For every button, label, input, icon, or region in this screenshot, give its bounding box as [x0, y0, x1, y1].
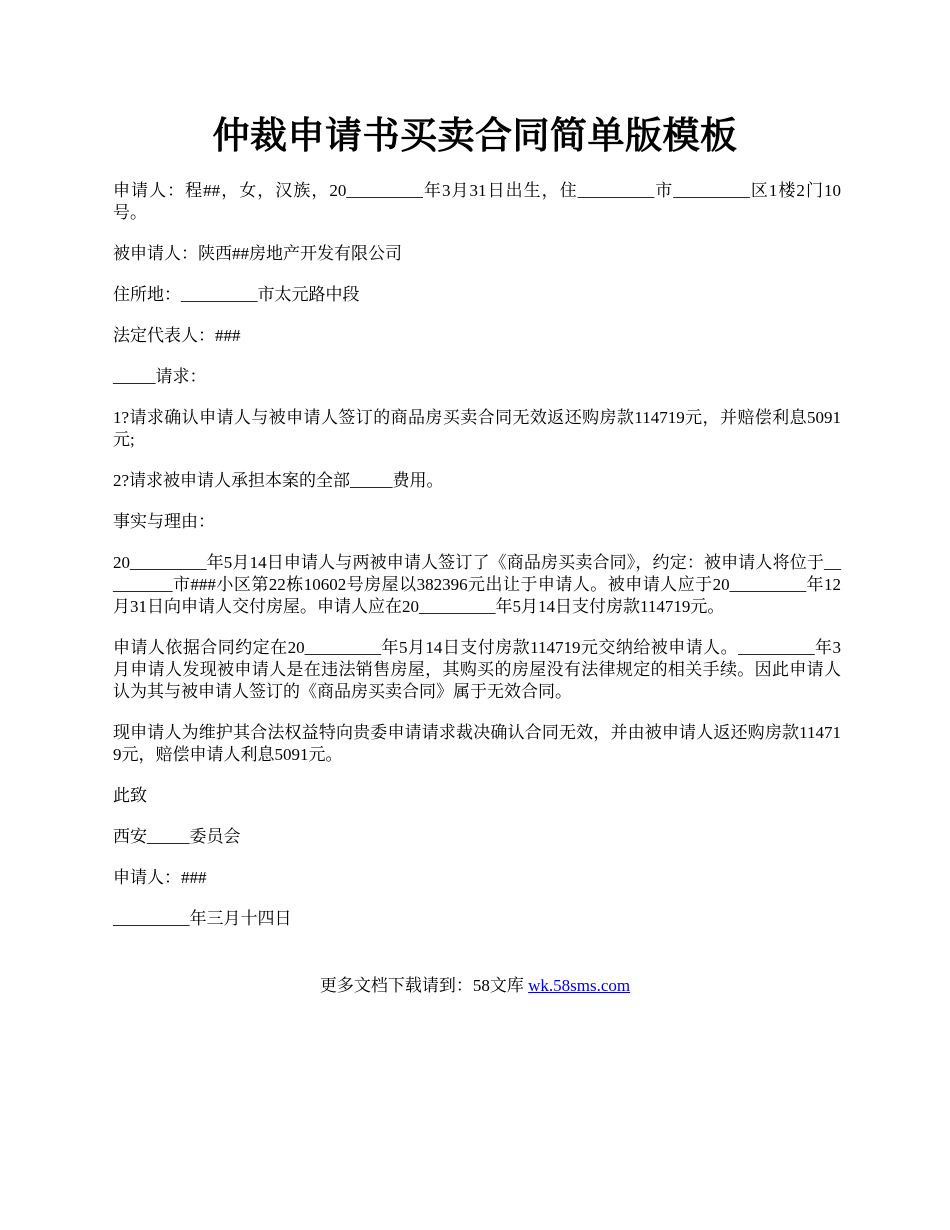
paragraph-request-2: 2?请求被申请人承担本案的全部_____费用。 — [113, 471, 444, 490]
download-link[interactable]: wk.58sms.com — [528, 976, 631, 995]
paragraph-applicant: 申请人：程##，女，汉族，20_________年3月31日出生，住_________市_________区1楼2门10号。 — [113, 181, 841, 222]
download-footer — [0, 975, 950, 997]
paragraph-facts-heading: 事实与理由： — [113, 512, 215, 531]
document-title: 仲裁申请书买卖合同简单版模板 — [212, 113, 738, 157]
footer-prefix: 更多文档下载请到：58文库 — [319, 976, 529, 995]
paragraph-signature: 申请人：### — [113, 868, 207, 887]
paragraph-request-1: 1?请求确认申请人与被申请人签订的商品房买卖合同无效返还购房款114719元，并赔偿利息5091元; — [113, 408, 841, 449]
paragraph-facts-2: 申请人依据合同约定在20_________年5月14日支付房款114719元交纳给被申请人。_________年3月申请人发现被申请人是在违法销售房屋，其购买的房屋没有法律规定的相关手续。因此申请人认为其与被申请人签订的《商品房买卖合同》属于无效合同。 — [113, 638, 841, 701]
paragraph-closing: 此致 — [113, 786, 147, 805]
paragraph-facts-1: 20_________年5月14日申请人与两被申请人签订了《商品房买卖合同》，约定：被申请人将位于_________市###小区第22栋10602号房屋以382396元出让于申请人。被申请人应于20_________年12月31日向申请人交付房屋。申请人应在20_________年5月14日支付房款114719元。 — [113, 553, 841, 616]
paragraph-address: 住所地：_________市太元路中段 — [113, 285, 360, 304]
paragraph-legal-rep: 法定代表人：### — [113, 326, 241, 345]
paragraph-respondent: 被申请人：陕西##房地产开发有限公司 — [113, 244, 402, 263]
document-body — [113, 180, 841, 949]
paragraph-facts-3: 现申请人为维护其合法权益特向贵委申请请求裁决确认合同无效，并由被申请人返还购房款114719元，赔偿申请人利息5091元。 — [113, 723, 841, 764]
paragraph-addressee: 西安_____委员会 — [113, 827, 241, 846]
paragraph-request-heading: _____请求： — [113, 367, 207, 386]
paragraph-date: _________年三月十四日 — [113, 909, 292, 928]
